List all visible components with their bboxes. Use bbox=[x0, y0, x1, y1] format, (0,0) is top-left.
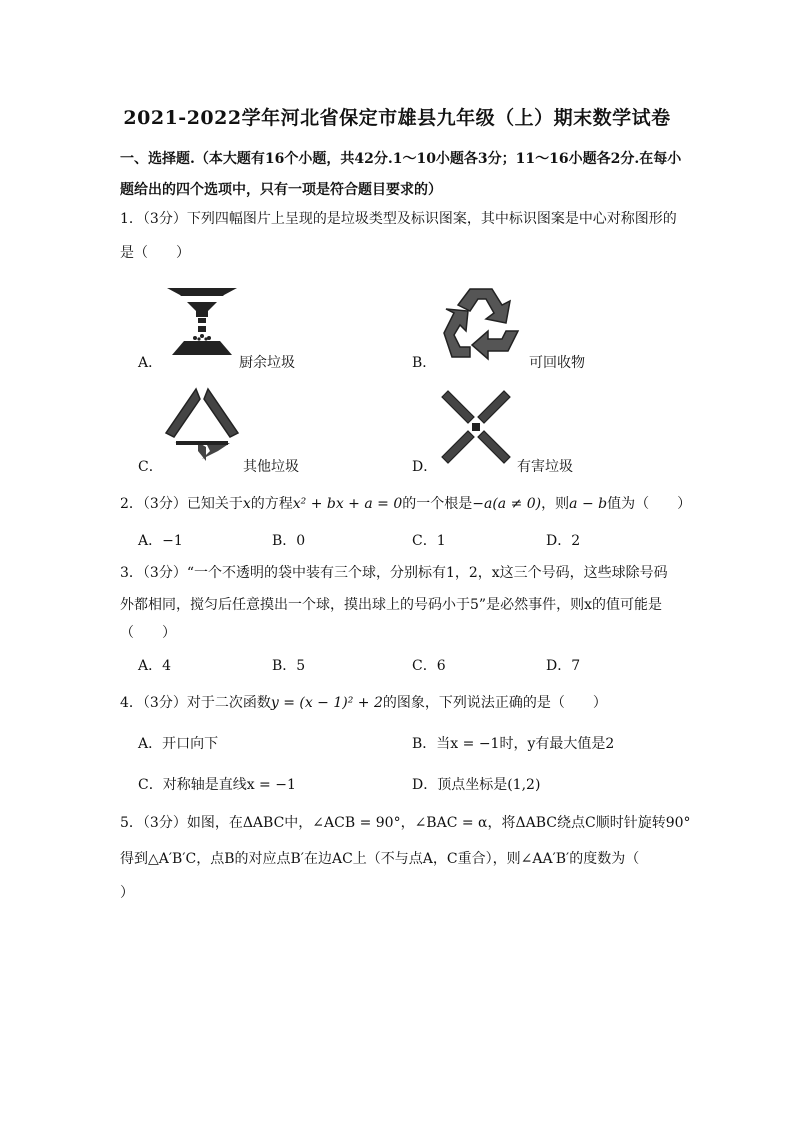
page-title: 2021-2022学年河北省保定市雄县九年级（上）期末数学试卷 bbox=[123, 107, 671, 129]
section-heading-line1: 一、选择题.（本大题有16个小题，共42分.1～10小题各3分；11～16小题各2分.在每小 bbox=[120, 151, 682, 167]
question-3-line3: （ ） bbox=[120, 625, 176, 641]
q2-variable-x: x bbox=[242, 496, 251, 512]
q2-option-d: D．2 bbox=[546, 533, 581, 549]
q2-option-c: C．1 bbox=[412, 533, 446, 549]
q2-text-mid2: 的一个根是 bbox=[402, 496, 473, 512]
question-1-line1: 1．（3分）下列四幅图片上呈现的是垃圾类型及标识图案，其中标识图案是中心对称图形的 bbox=[120, 211, 677, 227]
q4-option-b: B．当x = −1时，y有最大值是2 bbox=[412, 736, 615, 752]
q2-equation: x² + bx + a = 0 bbox=[292, 496, 403, 512]
q3-option-d: D．7 bbox=[546, 658, 581, 674]
section-heading-line2: 题给出的四个选项中，只有一项是符合题目要求的） bbox=[120, 182, 442, 198]
q1-option-b-letter: B． bbox=[412, 355, 437, 371]
q4-text-pre: 4．（3分）对于二次函数 bbox=[120, 695, 271, 711]
q3-option-a: A．4 bbox=[138, 658, 172, 674]
kitchen-waste-icon bbox=[162, 283, 242, 363]
q2-option-b: B．0 bbox=[272, 533, 306, 549]
q2-text-mid: 的方程 bbox=[250, 496, 293, 512]
q2-option-a: A．−1 bbox=[138, 533, 183, 549]
q2-expression: a − b bbox=[569, 496, 608, 512]
q4-option-c: C．对称轴是直线x = −1 bbox=[138, 777, 296, 793]
q1-option-d-caption: 有害垃圾 bbox=[517, 459, 573, 475]
q3-option-b: B．5 bbox=[272, 658, 306, 674]
q1-option-c-caption: 其他垃圾 bbox=[243, 459, 299, 475]
q2-text-post: 值为（ ） bbox=[607, 496, 692, 512]
q1-option-a-letter: A． bbox=[138, 355, 163, 371]
q2-root: −a(a ≠ 0) bbox=[472, 496, 542, 512]
q4-option-a: A．开口向下 bbox=[138, 736, 219, 752]
recycle-icon bbox=[436, 283, 526, 363]
hazardous-waste-icon bbox=[436, 387, 516, 467]
question-2 bbox=[120, 493, 691, 513]
q4-function: y = (x − 1)² + 2 bbox=[270, 695, 383, 711]
q4-option-d: D．顶点坐标是(1,2) bbox=[412, 777, 541, 793]
q1-option-a-caption: 厨余垃圾 bbox=[239, 355, 295, 371]
other-waste-icon bbox=[162, 385, 242, 465]
question-3-line2: 外都相同，搅匀后任意摸出一个球，摸出球上的号码小于5”是必然事件，则x的值可能是 bbox=[120, 597, 662, 613]
q2-text-mid3: ，则 bbox=[541, 496, 570, 512]
question-3-line1: 3．（3分）“一个不透明的袋中装有三个球，分别标有1，2，x这三个号码，这些球除号码 bbox=[120, 565, 668, 581]
q3-option-c: C．6 bbox=[412, 658, 446, 674]
q1-option-d-letter: D． bbox=[412, 459, 438, 475]
question-1-line2: 是（ ） bbox=[120, 245, 190, 261]
question-5-line3: ） bbox=[120, 885, 134, 901]
q1-option-b-caption: 可回收物 bbox=[529, 355, 585, 371]
question-5-line1: 5．（3分）如图，在ΔABC中，∠ACB = 90°，∠BAC = α，将ΔABC绕点C顺时针旋转90° bbox=[120, 815, 691, 831]
q1-option-c-letter: C． bbox=[138, 459, 163, 475]
question-5-line2: 得到△A′B′C，点B的对应点B′在边AC上（不与点A，C重合），则∠AA′B′的度数为（ bbox=[120, 851, 640, 867]
question-4 bbox=[120, 692, 607, 712]
q2-text-pre: 2．（3分）已知关于 bbox=[120, 496, 243, 512]
q4-text-post: 的图象，下列说法正确的是（ ） bbox=[382, 695, 607, 711]
